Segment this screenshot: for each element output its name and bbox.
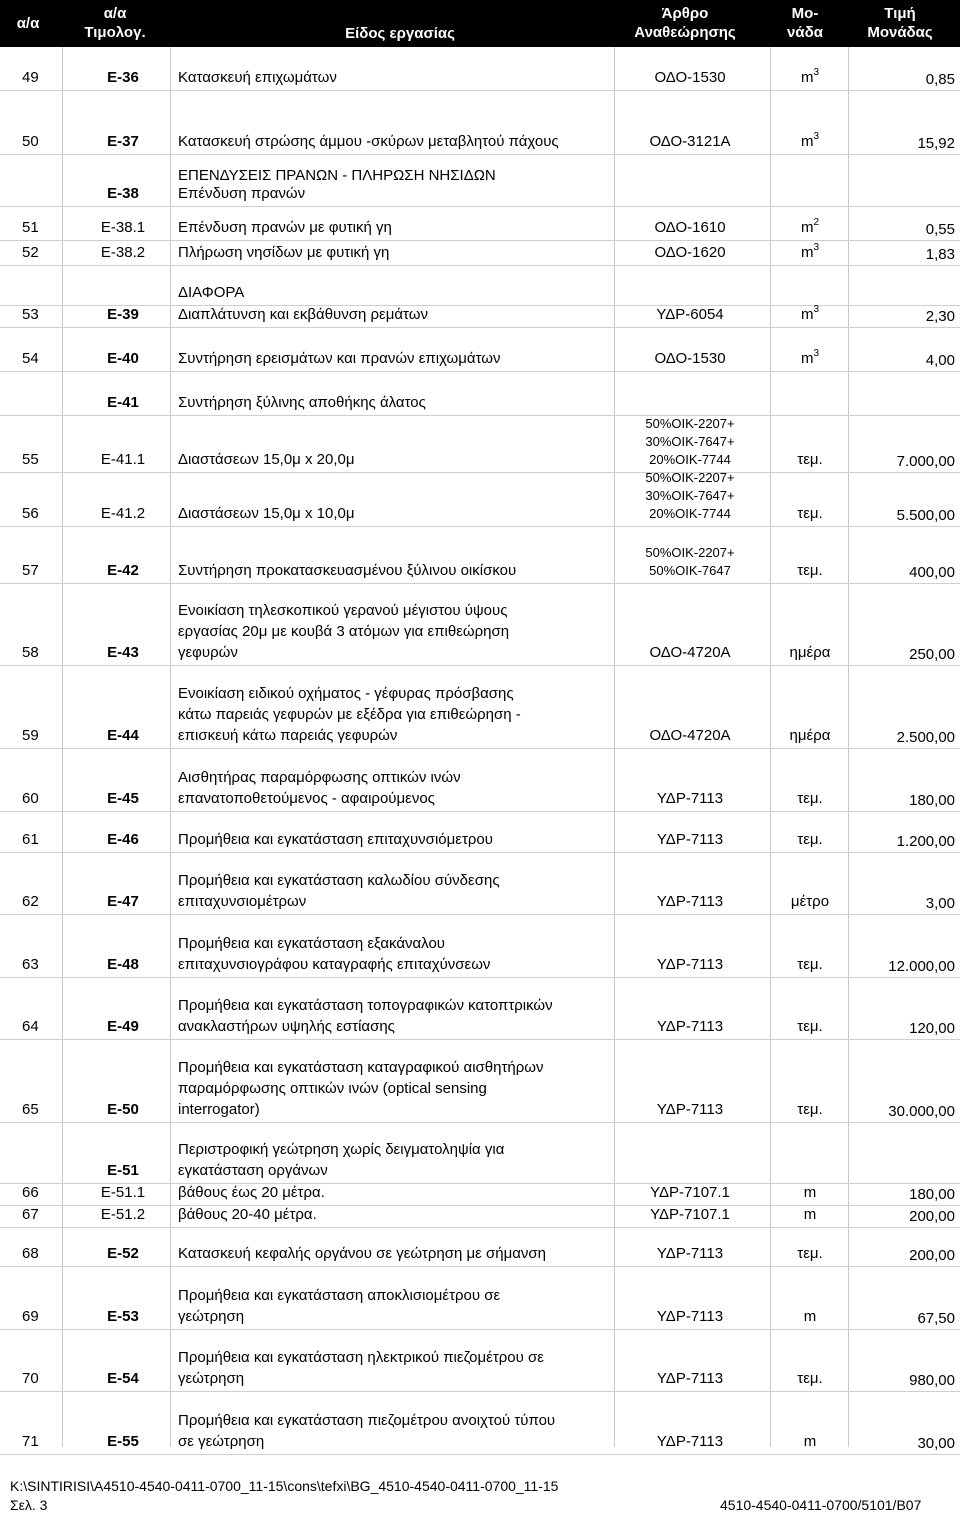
item-description: Αισθητήρας παραμόρφωσης οπτικών ινών <box>178 769 461 786</box>
row-number: 69 <box>22 1308 39 1325</box>
revision-article: 30%ΟΙΚ-7647+ <box>645 434 735 449</box>
unit-price: 3,00 <box>925 895 955 912</box>
row-number: 62 <box>22 893 39 910</box>
item-description: Συντήρηση ξύλινης αποθήκης άλατος <box>178 394 426 411</box>
item-description: Κατασκευή κεφαλής οργάνου σε γεώτρηση με σήμανση <box>178 1245 546 1262</box>
item-code: Ε-41 <box>107 394 139 411</box>
row-number: 67 <box>22 1206 39 1223</box>
unit-symbol: τεμ. <box>797 831 823 848</box>
item-description: ανακλαστήρων υψηλής εστίασης <box>178 1018 395 1035</box>
item-description: interrogator) <box>178 1101 260 1118</box>
row-separator <box>0 1454 960 1455</box>
unit-symbol: τεμ. <box>797 1018 823 1035</box>
item-code: Ε-55 <box>107 1433 139 1450</box>
revision-article: ΥΔΡ-7113 <box>656 1101 724 1118</box>
item-code: Ε-37 <box>107 133 139 150</box>
unit <box>775 789 845 808</box>
revision-article: ΥΔΡ-7113 <box>656 790 724 807</box>
row-separator <box>0 1329 960 1330</box>
item-description: Προμήθεια και εγκατάσταση καταγραφικού αισθητήρων <box>178 1059 544 1076</box>
revision-article: ΥΔΡ-7113 <box>656 1018 724 1035</box>
unit-exponent: 3 <box>813 67 820 78</box>
item-code: Ε-54 <box>107 1370 139 1387</box>
row-number: 63 <box>22 956 39 973</box>
item-description: βάθους έως 20 μέτρα. <box>178 1184 325 1201</box>
row-separator <box>0 1039 960 1040</box>
row-number: 66 <box>22 1184 39 1201</box>
unit-symbol: τεμ. <box>797 562 823 579</box>
revision-article: 50%ΟΙΚ-2207+ <box>645 470 735 485</box>
row-number: 58 <box>22 644 39 661</box>
row-separator <box>0 327 960 328</box>
unit-exponent: 3 <box>813 242 820 253</box>
header-aa-timologiou: α/α Τιμολογ. <box>84 5 146 41</box>
revision-article: ΥΔΡ-7113 <box>656 831 724 848</box>
header-aa: α/α <box>16 15 40 32</box>
item-description: γεφυρών <box>178 644 238 661</box>
row-separator <box>0 1391 960 1392</box>
unit-exponent: 3 <box>813 348 820 359</box>
unit-price: 7.000,00 <box>896 453 955 470</box>
unit <box>775 955 845 974</box>
item-description: Προμήθεια και εγκατάσταση πιεζομέτρου ανοιχτού τύπου <box>178 1412 556 1429</box>
row-number: 56 <box>22 505 39 522</box>
unit <box>775 561 845 580</box>
unit-price: 30.000,00 <box>888 1103 955 1120</box>
revision-article: ΟΔΟ-1530 <box>654 350 726 367</box>
item-description: Διαστάσεων 15,0μ x 20,0μ <box>178 451 355 468</box>
row-separator <box>0 811 960 812</box>
item-code: Ε-47 <box>107 893 139 910</box>
unit <box>775 305 845 326</box>
column-divider <box>170 47 171 1447</box>
row-number: 57 <box>22 562 39 579</box>
unit <box>775 1244 845 1263</box>
unit-price: 1.200,00 <box>896 833 955 850</box>
item-code: Ε-49 <box>107 1018 139 1035</box>
row-number: 60 <box>22 790 39 807</box>
item-description: Διαστάσεων 15,0μ x 10,0μ <box>178 505 355 522</box>
item-code: Ε-45 <box>107 790 139 807</box>
unit <box>775 450 845 469</box>
unit <box>775 218 845 239</box>
item-description: επιταχυνσιομέτρων <box>178 893 307 910</box>
revision-article: ΟΔΟ-3121Α <box>649 133 731 150</box>
item-description: Επένδυση πρανών με φυτική γη <box>178 219 392 236</box>
item-code: Ε-40 <box>107 350 139 367</box>
item-code: Ε-51.2 <box>100 1206 146 1223</box>
row-separator <box>0 90 960 91</box>
row-separator <box>0 1227 960 1228</box>
unit-price: 400,00 <box>909 564 955 581</box>
unit-symbol: τεμ. <box>797 1245 823 1262</box>
unit-symbol: τεμ. <box>797 1370 823 1387</box>
row-separator <box>0 583 960 584</box>
item-code: Ε-41.1 <box>100 451 146 468</box>
item-description: επανατοποθετούμενος - αφαιρούμενος <box>178 790 435 807</box>
unit-symbol: ημέρα <box>789 727 831 744</box>
unit-symbol: m <box>800 244 814 261</box>
revision-article: ΥΔΡ-7113 <box>656 1433 724 1450</box>
unit-price: 0,85 <box>925 71 955 88</box>
revision-article: ΥΔΡ-7113 <box>656 956 724 973</box>
footer-path: K:\SINTIRISI\A4510-4540-0411-0700_11-15\cons\tefxi\BG_4510-4540-0411-0700_11-15 <box>10 1478 559 1494</box>
item-description: Προμήθεια και εγκατάσταση αποκλισιομέτρου σε <box>178 1287 501 1304</box>
unit-price: 2.500,00 <box>896 729 955 746</box>
unit <box>775 643 845 662</box>
item-code: Ε-53 <box>107 1308 139 1325</box>
revision-article: 50%ΟΙΚ-7647 <box>649 563 731 578</box>
item-description: παραμόρφωσης οπτικών ινών (optical sensing <box>178 1080 487 1097</box>
revision-article: ΥΔΡ-7107.1 <box>650 1184 730 1201</box>
item-description: επισκευή κάτω παρειάς γεφυρών <box>178 727 398 744</box>
table-header <box>0 0 960 47</box>
unit-price: 30,00 <box>917 1435 955 1452</box>
item-description: Επένδυση πρανών <box>178 185 306 202</box>
item-code: Ε-48 <box>107 956 139 973</box>
unit-symbol: τεμ. <box>797 451 823 468</box>
revision-article: ΟΔΟ-1610 <box>654 219 726 236</box>
unit <box>775 68 845 89</box>
row-number: 61 <box>22 831 39 848</box>
unit-symbol: ημέρα <box>789 644 831 661</box>
revision-article: 20%ΟΙΚ-7744 <box>649 506 731 521</box>
unit-price: 1,83 <box>925 246 955 263</box>
row-separator <box>0 526 960 527</box>
row-separator <box>0 240 960 241</box>
unit <box>775 1100 845 1119</box>
unit-price: 2,30 <box>925 308 955 325</box>
header-price: Τιμή Μονάδας <box>867 5 933 41</box>
unit-price: 0,55 <box>925 221 955 238</box>
unit-price: 980,00 <box>909 1372 955 1389</box>
row-separator <box>0 852 960 853</box>
row-number: 53 <box>22 306 39 323</box>
item-code: Ε-36 <box>107 69 139 86</box>
revision-article: ΥΔΡ-7113 <box>656 1370 724 1387</box>
row-number: 54 <box>22 350 39 367</box>
column-divider <box>62 47 63 1447</box>
row-separator <box>0 154 960 155</box>
unit <box>775 243 845 264</box>
unit-symbol: m <box>800 306 814 323</box>
item-description: Περιστροφική γεώτρηση χωρίς δειγματοληψία για <box>178 1141 505 1158</box>
unit-price: 120,00 <box>909 1020 955 1037</box>
unit <box>775 504 845 523</box>
item-description: σε γεώτρηση <box>178 1433 265 1450</box>
row-separator <box>0 914 960 915</box>
unit-symbol: m <box>803 1433 817 1450</box>
unit <box>775 1205 845 1224</box>
unit-price: 200,00 <box>909 1208 955 1225</box>
item-description: Συντήρηση ερεισμάτων και πρανών επιχωμάτων <box>178 350 501 367</box>
row-separator <box>0 1122 960 1123</box>
unit-exponent: 3 <box>813 131 820 142</box>
item-code: Ε-52 <box>107 1245 139 1262</box>
row-number: 70 <box>22 1370 39 1387</box>
unit-exponent: 2 <box>813 217 820 228</box>
item-description: εγκατάσταση οργάνων <box>178 1162 328 1179</box>
unit-symbol: τεμ. <box>797 956 823 973</box>
item-description: Προμήθεια και εγκατάσταση επιταχυνσιόμετρου <box>178 831 493 848</box>
item-code: Ε-38 <box>107 185 139 202</box>
unit-price: 250,00 <box>909 646 955 663</box>
unit-exponent: 3 <box>813 304 820 315</box>
unit <box>775 1432 845 1451</box>
section-title: ΔΙΑΦΟΡΑ <box>178 284 245 301</box>
revision-article: ΥΔΡ-6054 <box>656 306 724 323</box>
item-description: Προμήθεια και εγκατάσταση ηλεκτρικού πιεζομέτρου σε <box>178 1349 544 1366</box>
unit-symbol: m <box>803 1184 817 1201</box>
unit-symbol: m <box>800 133 814 150</box>
item-description: γεώτρηση <box>178 1370 245 1387</box>
item-code: Ε-51.1 <box>100 1184 146 1201</box>
unit-price: 180,00 <box>909 792 955 809</box>
revision-article: 50%ΟΙΚ-2207+ <box>645 416 735 431</box>
row-number: 59 <box>22 727 39 744</box>
unit <box>775 892 845 911</box>
unit-symbol: μέτρο <box>790 893 830 910</box>
item-code: Ε-38.2 <box>100 244 146 261</box>
unit-price: 4,00 <box>925 352 955 369</box>
item-description: Διαπλάτυνση και εκβάθυνση ρεμάτων <box>178 306 428 323</box>
item-code: Ε-39 <box>107 306 139 323</box>
unit <box>775 349 845 370</box>
revision-article: ΥΔΡ-7113 <box>656 893 724 910</box>
unit <box>775 830 845 849</box>
revision-article: ΟΔΟ-4720Α <box>649 644 731 661</box>
item-description: Πλήρωση νησίδων με φυτική γη <box>178 244 390 261</box>
unit <box>775 132 845 153</box>
unit <box>775 1017 845 1036</box>
row-number: 55 <box>22 451 39 468</box>
row-number: 65 <box>22 1101 39 1118</box>
row-separator <box>0 665 960 666</box>
item-code: Ε-46 <box>107 831 139 848</box>
row-separator <box>0 371 960 372</box>
footer-page: Σελ. 3 <box>10 1497 48 1513</box>
item-description: βάθους 20-40 μέτρα. <box>178 1206 317 1223</box>
unit-symbol: τεμ. <box>797 505 823 522</box>
unit-symbol: m <box>800 219 814 236</box>
unit <box>775 1183 845 1202</box>
row-number: 64 <box>22 1018 39 1035</box>
row-separator <box>0 415 960 416</box>
column-divider <box>770 47 771 1447</box>
revision-article: ΟΔΟ-1620 <box>654 244 726 261</box>
item-code: Ε-44 <box>107 727 139 744</box>
row-separator <box>0 265 960 266</box>
unit-price: 12.000,00 <box>888 958 955 975</box>
item-code: Ε-51 <box>107 1162 139 1179</box>
item-description: εργασίας 20μ με κουβά 3 ατόμων για επιθεώρηση <box>178 623 510 640</box>
item-code: Ε-42 <box>107 562 139 579</box>
unit-price: 67,50 <box>917 1310 955 1327</box>
header-description: Είδος εργασίας <box>345 25 455 42</box>
unit-symbol: m <box>800 69 814 86</box>
item-description: Κατασκευή στρώσης άμμου -σκύρων μεταβλητού πάχους <box>178 133 559 150</box>
section-title: ΕΠΕΝΔΥΣΕΙΣ ΠΡΑΝΩΝ - ΠΛΗΡΩΣΗ ΝΗΣΙΔΩΝ <box>178 167 496 184</box>
item-description: επιταχυνσιογράφου καταγραφής επιταχύνσεων <box>178 956 491 973</box>
unit <box>775 1307 845 1326</box>
revision-article: 30%ΟΙΚ-7647+ <box>645 488 735 503</box>
row-separator <box>0 977 960 978</box>
row-separator <box>0 748 960 749</box>
row-number: 50 <box>22 133 39 150</box>
row-number: 51 <box>22 219 39 236</box>
unit-symbol: m <box>800 350 814 367</box>
row-number: 71 <box>22 1433 39 1450</box>
header-article: Άρθρο Αναθεώρησης <box>634 5 736 41</box>
revision-article: ΟΔΟ-4720Α <box>649 727 731 744</box>
unit-symbol: τεμ. <box>797 1101 823 1118</box>
revision-article: 20%ΟΙΚ-7744 <box>649 452 731 467</box>
item-code: Ε-38.1 <box>100 219 146 236</box>
item-description: Κατασκευή επιχωμάτων <box>178 69 337 86</box>
revision-article: ΥΔΡ-7113 <box>656 1308 724 1325</box>
unit-price: 5.500,00 <box>896 507 955 524</box>
item-description: Προμήθεια και εγκατάσταση καλωδίου σύνδεσης <box>178 872 500 889</box>
item-description: κάτω παρειάς γεφυρών με εξέδρα για επιθεώρηση - <box>178 706 521 723</box>
unit-symbol: m <box>803 1308 817 1325</box>
item-description: γεώτρηση <box>178 1308 245 1325</box>
revision-article: 50%ΟΙΚ-2207+ <box>645 545 735 560</box>
unit <box>775 1369 845 1388</box>
unit-symbol: τεμ. <box>797 790 823 807</box>
item-code: Ε-43 <box>107 644 139 661</box>
item-description: Προμήθεια και εγκατάσταση εξακάναλου <box>178 935 446 952</box>
unit-price: 15,92 <box>917 135 955 152</box>
unit-price: 200,00 <box>909 1247 955 1264</box>
revision-article: ΥΔΡ-7107.1 <box>650 1206 730 1223</box>
row-separator <box>0 1266 960 1267</box>
row-number: 52 <box>22 244 39 261</box>
item-description: Προμήθεια και εγκατάσταση τοπογραφικών κατοπτρικών <box>178 997 553 1014</box>
item-code: Ε-41.2 <box>100 505 146 522</box>
row-number: 68 <box>22 1245 39 1262</box>
revision-article: ΥΔΡ-7113 <box>656 1245 724 1262</box>
row-number: 49 <box>22 69 39 86</box>
unit <box>775 726 845 745</box>
item-description: Συντήρηση προκατασκευασμένου ξύλινου οικίσκου <box>178 562 517 579</box>
header-unit: Μο- νάδα <box>787 5 823 41</box>
item-description: Ενοικίαση ειδικού οχήματος - γέφυρας πρόσβασης <box>178 685 514 702</box>
row-separator <box>0 206 960 207</box>
footer-code: 4510-4540-0411-0700/5101/B07 <box>720 1497 922 1513</box>
row-separator <box>0 472 960 473</box>
item-code: Ε-50 <box>107 1101 139 1118</box>
unit-price: 180,00 <box>909 1186 955 1203</box>
unit-symbol: m <box>803 1206 817 1223</box>
item-description: Ενοικίαση τηλεσκοπικού γερανού μέγιστου ύψους <box>178 602 508 619</box>
revision-article: ΟΔΟ-1530 <box>654 69 726 86</box>
